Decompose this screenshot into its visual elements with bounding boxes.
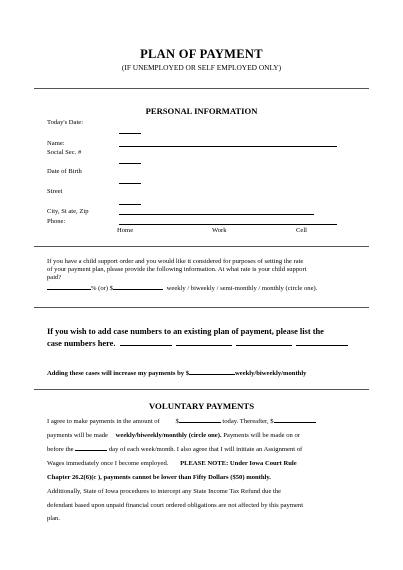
header-divider [34, 88, 369, 89]
todays-date-label: Today's Date: [47, 119, 84, 126]
assignment-text: day of each week/month. I also agree that I will initiate an Assignment of [108, 446, 303, 453]
voluntary-line-1 [47, 418, 316, 426]
todays-date-field[interactable] [119, 133, 141, 134]
street-label: Street [47, 188, 63, 195]
city-state-zip-label: City, St ate, Zip [47, 208, 89, 215]
form-subtitle: (IF UNEMPLOYED OR SELF EMPLOYED ONLY) [121, 63, 282, 72]
voluntary-line-3 [47, 446, 302, 454]
cases-divider [34, 389, 369, 390]
voluntary-payments-heading: VOLUNTARY PAYMENTS [148, 401, 255, 411]
voluntary-line-7: defendant based upon unpaid financial court ordered obligations are not affected by this payment [47, 502, 304, 509]
case-number-field-3[interactable] [236, 345, 292, 346]
child-support-frequency: weekly / biweekly / semi-monthly / monthly (circle one). [166, 285, 318, 292]
payment-amount-label: I agree to make payments in the amount of [47, 418, 160, 425]
payments-on-or-label: Payments will be made on or [223, 432, 300, 439]
child-support-text-1: If you have a child support order and you would like it considered for purposes of setting the rate [47, 258, 304, 265]
voluntary-line-6: Additionally, State of Iowa procedures to intercept any State Income Tax Refund due the [47, 488, 282, 495]
voluntary-line-5: Chapter 26.2(6)(c ), payments cannot be lower than Fifty Dollars ($50) monthly. [47, 474, 271, 481]
please-note-text: PLEASE NOTE: Under Iowa Court Rule [180, 460, 297, 467]
personal-divider [34, 246, 369, 247]
child-support-text-3: paid? [47, 274, 62, 281]
phone-home-label: Home [117, 227, 134, 234]
today-amount-field[interactable] [179, 422, 221, 423]
child-support-divider [34, 307, 369, 308]
case-number-field-2[interactable] [176, 345, 232, 346]
payment-day-field[interactable] [75, 450, 107, 451]
thereafter-amount-field[interactable] [274, 422, 316, 423]
social-security-field[interactable] [119, 163, 141, 164]
city-state-zip-field[interactable] [119, 214, 314, 215]
thereafter-label: today. Thereafter, $ [222, 418, 274, 425]
date-of-birth-label: Date of Birth [47, 168, 82, 175]
phone-cell-label: Cell [296, 227, 307, 234]
case-numbers-label: case numbers here. [47, 339, 116, 348]
form-title: PLAN OF PAYMENT [140, 47, 263, 61]
child-support-percent-field[interactable] [47, 289, 91, 290]
add-cases-heading-1: If you wish to add case numbers to an existing plan of payment, please list the [47, 327, 324, 336]
payments-made-label: payments will be made [47, 432, 108, 439]
voluntary-line-2 [47, 432, 300, 440]
street-field[interactable] [119, 204, 141, 205]
phone-work-label: Work [212, 227, 227, 234]
case-number-field-1[interactable] [120, 345, 172, 346]
percent-or-label: % (or) $ [91, 285, 113, 292]
child-support-text-2: of your payment plan, please provide the following information. At what rate is your child support [47, 266, 307, 273]
voluntary-line-8: plan. [47, 515, 61, 522]
social-security-label: Social Sec. # [47, 149, 82, 156]
before-the-label: before the [47, 446, 74, 453]
name-label: Name: [47, 140, 65, 147]
increase-frequency: weekly/biweekly/monthly [235, 370, 307, 377]
case-number-field-4[interactable] [296, 345, 348, 346]
child-support-amount-field[interactable] [113, 289, 163, 290]
date-of-birth-field[interactable] [119, 183, 141, 184]
add-cases-heading-2 [47, 338, 348, 349]
wages-text: Wages immediately once I become employed. [47, 460, 169, 467]
dollar-sign: $ [175, 418, 179, 425]
child-support-rate-row [47, 285, 317, 293]
phone-field[interactable] [119, 224, 337, 225]
voluntary-line-4 [47, 460, 297, 468]
name-field[interactable] [119, 146, 337, 147]
increase-payments-row [47, 370, 306, 378]
increase-amount-field[interactable] [189, 374, 235, 375]
increase-payments-label: Adding these cases will increase my payments by $ [47, 370, 190, 377]
personal-info-heading: PERSONAL INFORMATION [145, 106, 258, 116]
phone-label: Phone: [47, 218, 66, 225]
payment-frequency-choice[interactable]: weekly/biweekly/monthly (circle one). [115, 432, 222, 439]
